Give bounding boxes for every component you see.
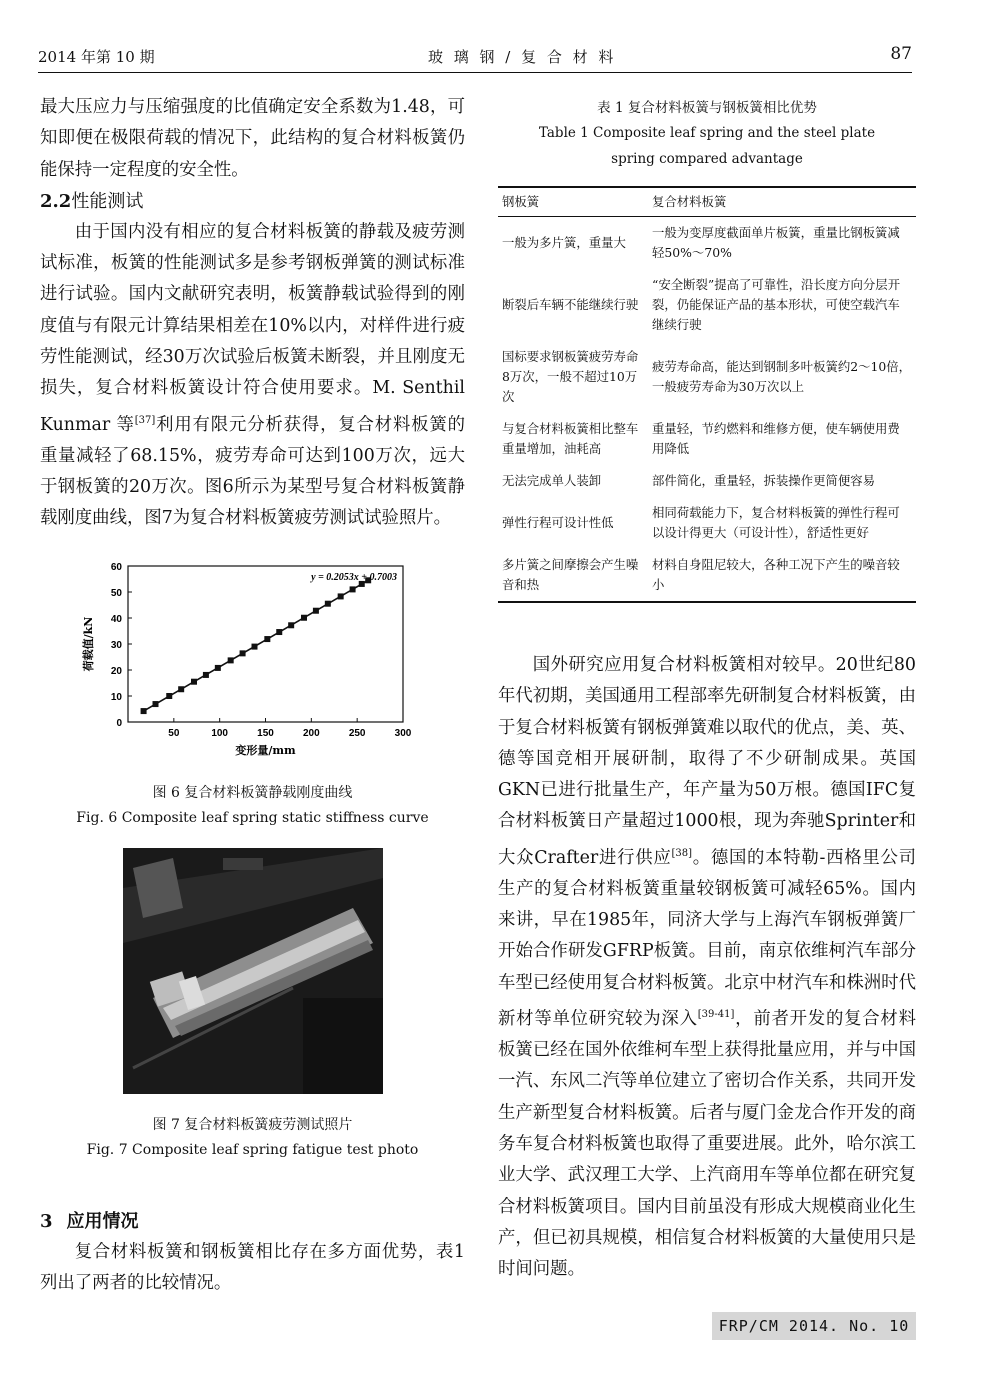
- table-row: [498, 341, 916, 413]
- data-point: [313, 608, 319, 614]
- data-point: [228, 657, 234, 663]
- citation-ref: [37]: [134, 414, 156, 426]
- table-row: [498, 497, 916, 549]
- y-axis-label: 荷载值/kN: [82, 616, 95, 672]
- table-row: [498, 549, 916, 602]
- page-number: 87: [890, 44, 912, 64]
- table-row: [498, 413, 916, 465]
- journal-title: 玻 璃 钢 / 复 合 材 料: [428, 48, 617, 66]
- section-number: 3: [40, 1211, 53, 1232]
- table-header-row: [498, 187, 916, 217]
- data-point: [325, 601, 331, 607]
- data-point: [203, 672, 209, 678]
- citation-ref: [38]: [671, 847, 692, 859]
- text-span: 。德国的本特勒-西格里公司生产的复合材料板簧重量较钢板簧可减轻65%。国内来讲，早在1985年，同济大学与上海汽车钢板弹簧厂开始合作研发GFRP板簧。目前，南京依维柯汽车部分车型已经使用复合材料板簧。北京中材汽车和株洲时代新材等单位研究较为深入: [498, 847, 916, 1029]
- header-steel: 钢板簧: [498, 187, 648, 217]
- x-tick-label: 200: [302, 728, 320, 739]
- header-rule: [38, 72, 912, 73]
- cell-composite: 疲劳寿命高，能达到钢制多叶板簧约2～10倍，一般疲劳寿命为30万次以上: [652, 359, 912, 394]
- paragraph-performance-test: [40, 217, 465, 535]
- cell-composite: 一般为变厚度截面单片板簧，重量比钢板簧减轻50%～70%: [652, 225, 900, 260]
- table-1: [498, 96, 916, 603]
- section-heading-2-2: [40, 186, 465, 217]
- y-tick-label: 10: [110, 692, 122, 703]
- table-row: [498, 465, 916, 497]
- y-tick-label: 30: [110, 640, 122, 651]
- data-point: [350, 586, 356, 592]
- text-span: 国外研究应用复合材料板簧相对较早。20世纪80年代初期，美国通用工程部率先研制复合材料板簧，由于复合材料板簧有钢板弹簧难以取代的优点，美、英、德等国竞相开展研制，取得了不少研制成果。英国GKN已进行批量生产，年产量为50万根。德国IFC复合材料板簧日产量超过1000根，现为奔驰Sprinter和大众Crafter进行供应: [498, 655, 916, 868]
- cell-composite: 部件简化，重量轻，拆装操作更简便容易: [652, 473, 876, 488]
- data-point: [301, 615, 307, 621]
- journal-footer: FRP/CM 2014. No. 10: [712, 1312, 916, 1340]
- table-caption-en-1: Table 1 Composite leaf spring and the steel plate: [538, 125, 876, 141]
- cell-steel: 与复合材料板簧相比整车重量增加，油耗高: [502, 421, 639, 456]
- data-point: [252, 644, 258, 650]
- text-span: 利用有限元分析获得，复合材料板簧的重量减轻了68.15%，疲劳寿命可达到100万次，远大于钢板簧的20万次。图6所示为某型号复合材料板簧静载刚度曲线，图7为复合材料板簧疲劳测试试验照片。: [40, 414, 465, 529]
- data-point: [178, 686, 184, 692]
- cell-steel: 国标要求钢板簧疲劳寿命8万次，一般不超过10万次: [502, 349, 639, 404]
- header-composite: 复合材料板簧: [648, 187, 916, 217]
- issue-label: 2014 年第 10 期: [38, 48, 155, 66]
- cell-composite: 材料自身阻尼较大，各种工况下产生的噪音较小: [648, 549, 916, 602]
- cell-composite: 相同荷载能力下，复合材料板簧的弹性行程可以设计得更大（可设计性），舒适性更好: [652, 505, 900, 540]
- x-axis-label: 变形量/mm: [235, 744, 296, 757]
- fatigue-test-photo: [123, 848, 383, 1094]
- right-column-text: [498, 650, 916, 1286]
- section-title: 应用情况: [66, 1211, 139, 1232]
- cell-composite: 重量轻，节约燃料和维修方便，使车辆使用费用降低: [652, 421, 900, 456]
- table-caption-en-2: spring compared advantage: [611, 151, 803, 167]
- cell-steel: 断裂后车辆不能继续行驶: [502, 297, 639, 312]
- cell-steel: 一般为多片簧，重量大: [502, 235, 626, 250]
- table-row: [498, 217, 916, 270]
- fig6-caption-cn: 图 6 复合材料板簧静载刚度曲线: [152, 785, 353, 801]
- y-tick-label: 0: [116, 718, 122, 729]
- regression-equation: y = 0.2053x + 0.7003: [311, 572, 397, 583]
- y-tick-label: 40: [110, 614, 122, 625]
- cell-steel: 无法完成单人装卸: [502, 473, 602, 488]
- cell-steel: 多片簧之间摩擦会产生噪音和热: [498, 549, 648, 602]
- data-point: [191, 679, 197, 685]
- fig7-caption-en: Fig. 7 Composite leaf spring fatigue test photo: [86, 1142, 419, 1158]
- stiffness-chart: [78, 560, 418, 774]
- section-3-block: [40, 1206, 465, 1300]
- data-point: [153, 701, 159, 707]
- y-tick-label: 20: [110, 666, 122, 677]
- data-point: [288, 622, 294, 628]
- photo-illustration: [123, 848, 383, 1094]
- y-tick-label: 50: [110, 588, 122, 599]
- page-header: [38, 44, 912, 68]
- data-point: [141, 708, 147, 714]
- section-number: 2.2: [40, 190, 72, 212]
- data-point: [166, 693, 172, 699]
- y-tick-label: 60: [110, 562, 122, 573]
- table-row: [498, 269, 916, 341]
- text-span: ，前者开发的复合材料板簧已经在国外依维柯车型上获得批量应用，并与中国一汽、东风二汽等单位建立了密切合作关系，共同开发生产新型复合材料板簧。后者与厦门金龙合作开发的商务车复合材料板簧也取得了重要进展。此外，哈尔滨工业大学、武汉理工大学、上汽商用车等单位都在研究复合材料板簧项目。国内目前虽没有形成大规模商业化生产，但已初具规模，相信复合材料板簧的大量使用只是时间问题。: [498, 1008, 916, 1280]
- fig6-caption-en: Fig. 6 Composite leaf spring static stiffness curve: [76, 810, 429, 826]
- citation-ref: [39-41]: [697, 1009, 735, 1021]
- x-tick-label: 300: [394, 728, 412, 739]
- paragraph-application: 复合材料板簧和钢板簧相比存在多方面优势，表1列出了两者的比较情况。: [40, 1242, 465, 1294]
- cell-steel: 弹性行程可设计性低: [502, 515, 614, 530]
- data-point: [240, 650, 246, 656]
- text-span: 由于国内没有相应的复合材料板簧的静载及疲劳测试标准，板簧的性能测试多是参考钢板弹簧的测试标准进行试验。国内文献研究表明，板簧静载试验得到的刚度值与有限元计算结果相差在10%以内，对样件进行疲劳性能测试，经30万次试验后板簧未断裂，并且刚度无损失，复合材料板簧设计符合使用要求。M. Senthil Kunmar 等: [40, 221, 465, 435]
- comparison-table: [498, 186, 916, 603]
- data-point: [264, 636, 270, 642]
- data-point: [276, 629, 282, 635]
- data-point: [338, 593, 344, 599]
- left-column: [40, 92, 465, 535]
- x-tick-label: 150: [257, 728, 274, 739]
- table-caption-cn: 表 1 复合材料板簧与钢板簧相比优势: [597, 100, 817, 116]
- section-title: 性能测试: [71, 190, 144, 212]
- cell-composite: “安全断裂”提高了可靠性，沿长度方向分层开裂，仍能保证产品的基本形状，可使空载汽车继续行驶: [652, 277, 901, 332]
- x-tick-label: 100: [211, 728, 229, 739]
- x-tick-label: 250: [348, 728, 366, 739]
- data-point: [215, 665, 221, 671]
- x-tick-label: 50: [168, 728, 180, 739]
- fig7-caption-cn: 图 7 复合材料板簧疲劳测试照片: [152, 1117, 353, 1133]
- paragraph-foreign-research: [498, 650, 916, 1286]
- paragraph-safety-factor: 最大压应力与压缩强度的比值确定安全系数为1.48，可知即便在极限荷载的情况下，此结构的复合材料板簧仍能保持一定程度的安全性。: [40, 97, 465, 180]
- section-heading-3: [40, 1206, 465, 1237]
